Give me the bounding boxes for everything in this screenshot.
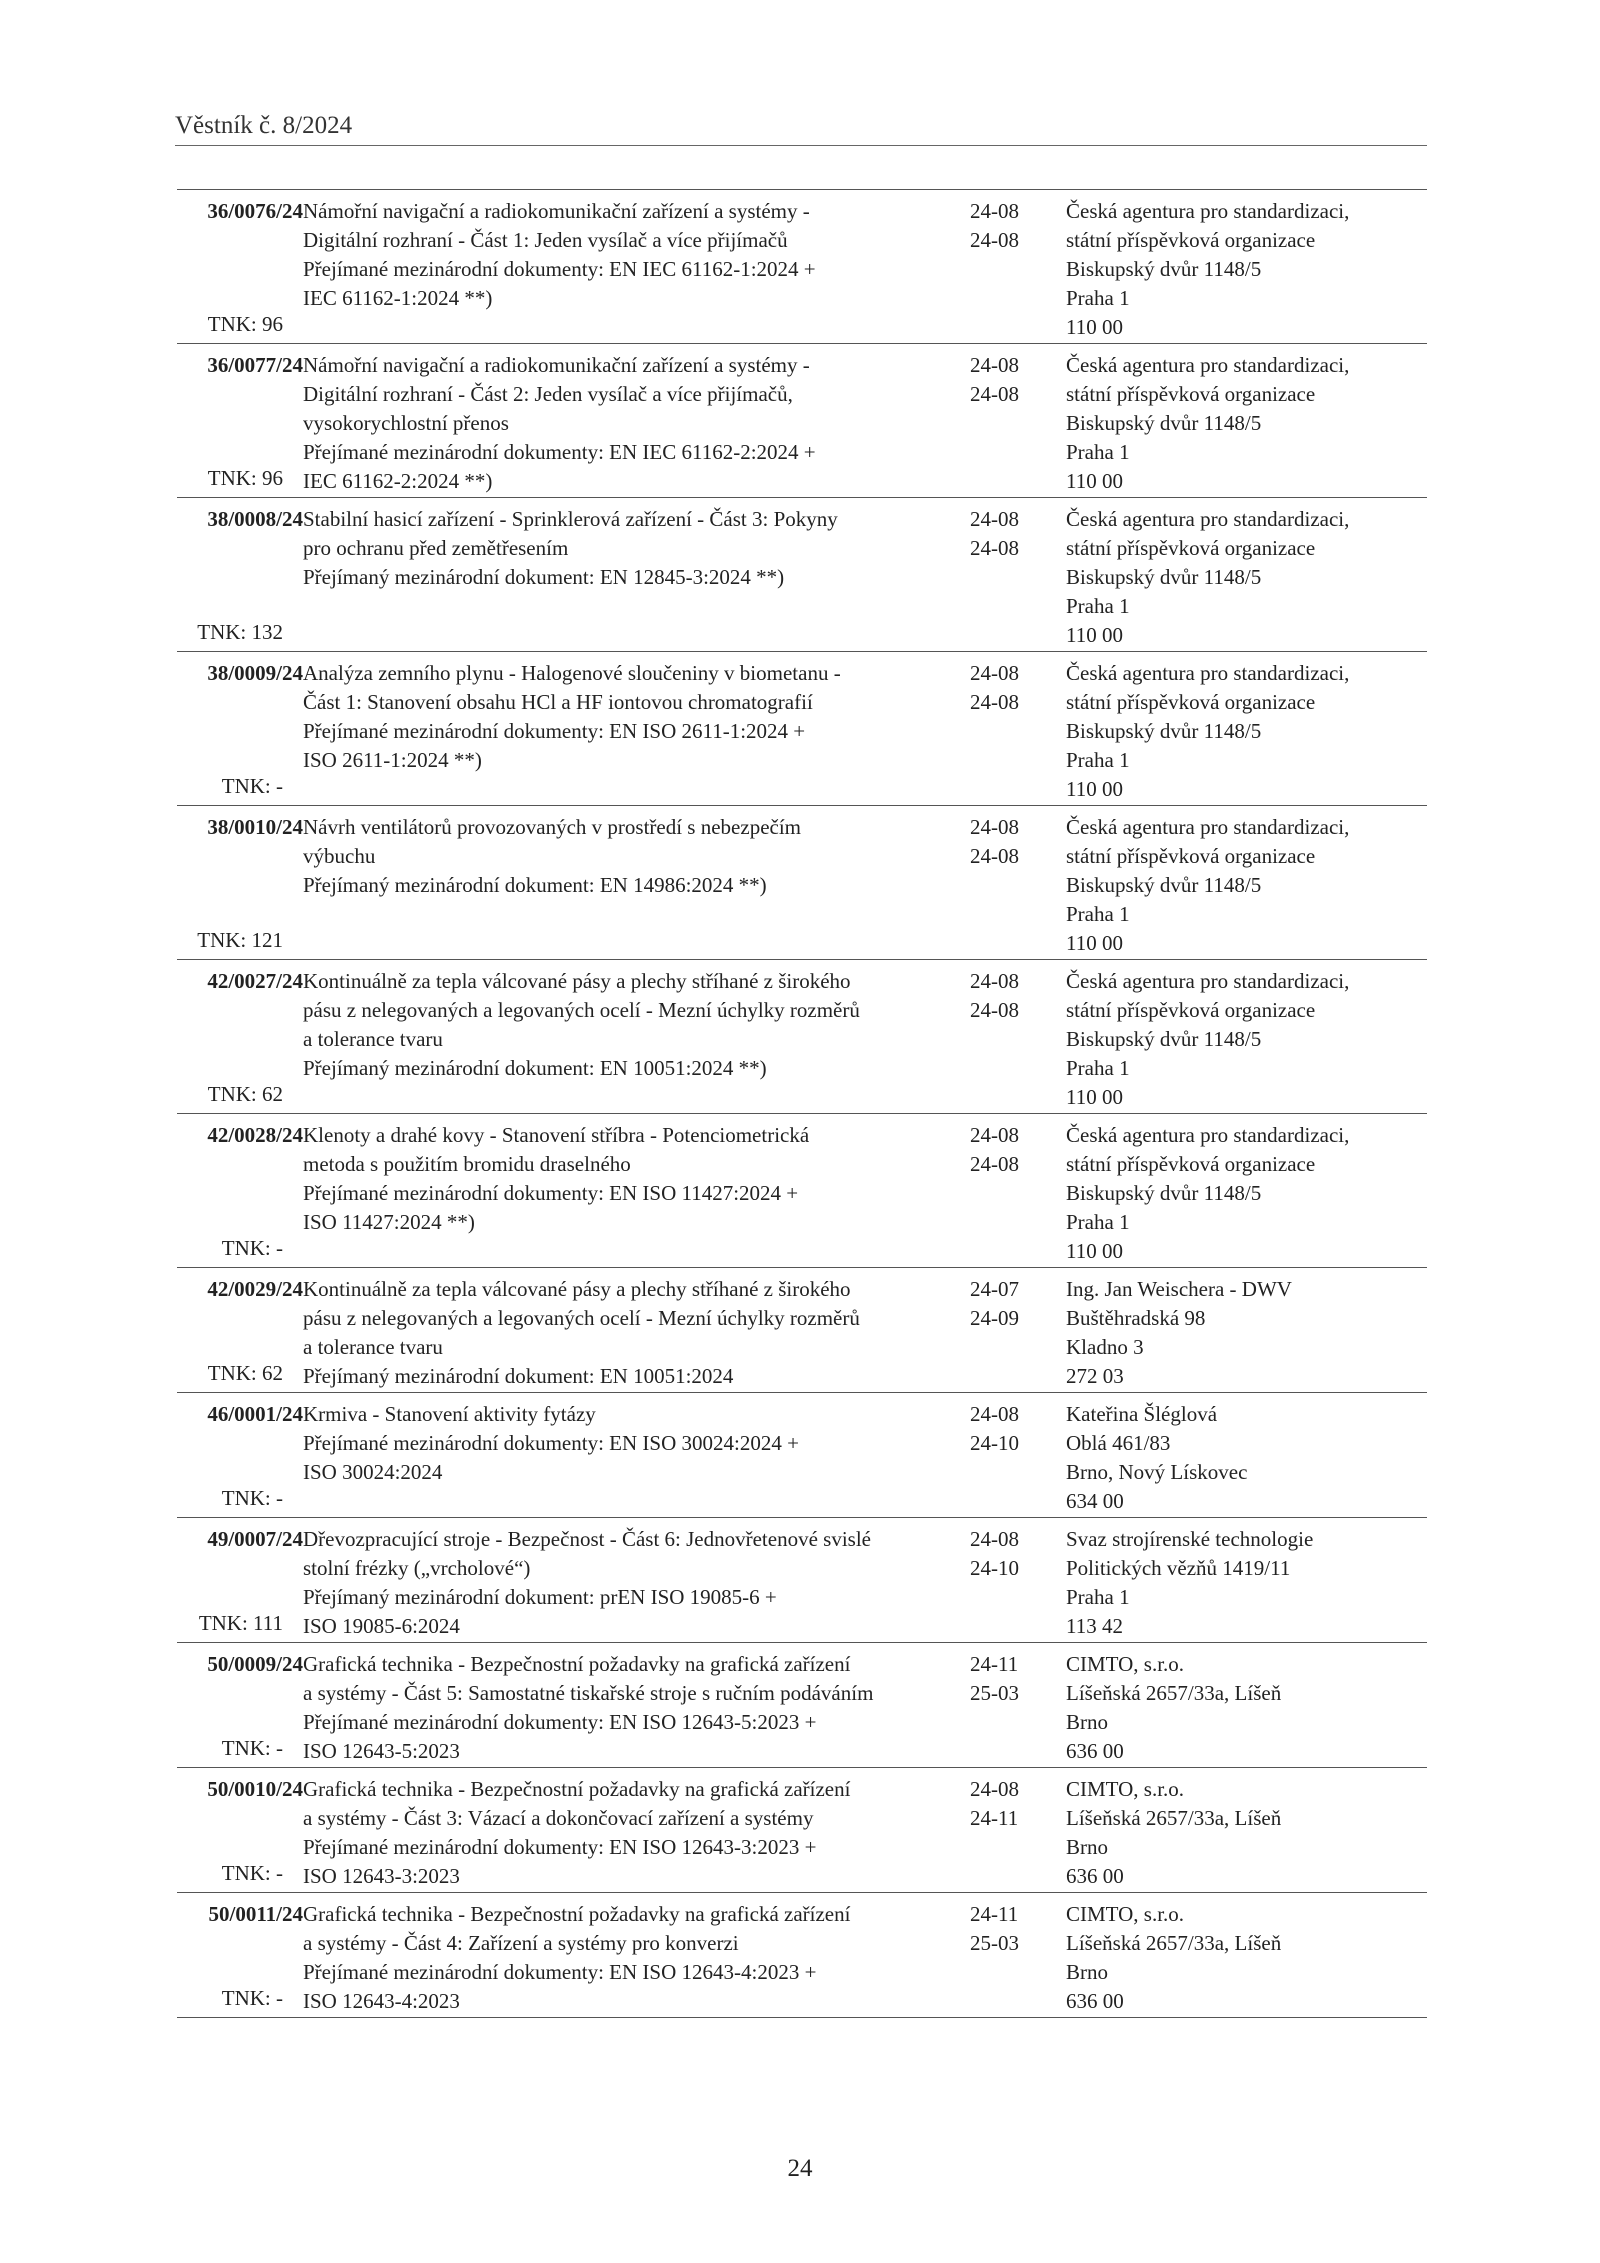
record-id: 36/0076/24 <box>207 199 303 223</box>
record-dates: 24-08 24-08 <box>970 507 1019 560</box>
record-dates: 24-08 24-08 <box>970 969 1019 1022</box>
record-title: Analýza zemního plynu - Halogenové sloučeniny v biometanu - Část 1: Stanovení obsahu HCl a HF iontovou chromatografií Přejímané mezinárodní dokumenty: EN ISO 2611-1:2024 + ISO 2611-1:2024 **) <box>303 661 841 772</box>
tnk-label: TNK: 121 <box>197 928 283 952</box>
tnk-label: TNK: 96 <box>207 466 283 490</box>
record-id: 49/0007/24 <box>207 1527 303 1551</box>
table-row <box>177 1393 1427 1518</box>
table-row <box>177 1518 1427 1643</box>
tnk-label: TNK: 62 <box>207 1361 283 1385</box>
record-title: Grafická technika - Bezpečnostní požadavky na grafická zařízení a systémy - Část 5: Samostatné tiskařské stroje s ručním podáváním Přejímané mezinárodní dokumenty: EN ISO 12643-5:2023 + ISO 12643-5:2023 <box>303 1652 874 1763</box>
record-id-cell <box>177 1114 303 1268</box>
table-row <box>177 498 1427 652</box>
record-title: Návrh ventilátorů provozovaných v prostředí s nebezpečím výbuchu Přejímaný mezinárodní dokument: EN 14986:2024 **) <box>303 815 802 897</box>
record-dates: 24-07 24-09 <box>970 1277 1019 1330</box>
tnk-label: TNK: - <box>221 1486 283 1510</box>
record-id-cell <box>177 1393 303 1518</box>
record-id-cell <box>177 498 303 652</box>
header-rule <box>175 145 1427 146</box>
record-title: Kontinuálně za tepla válcované pásy a plechy stříhané z širokého pásu z nelegovaných a legovaných ocelí - Mezní úchylky rozměrů a tolerance tvaru Přejímaný mezinárodní dokument: EN 10051:2024 <box>303 1277 860 1388</box>
record-id: 46/0001/24 <box>207 1402 303 1426</box>
tnk-label: TNK: 96 <box>207 312 283 336</box>
record-id-cell <box>177 652 303 806</box>
table-row <box>177 344 1427 498</box>
standards-table <box>177 189 1427 2018</box>
record-id-cell <box>177 1518 303 1643</box>
record-address: Česká agentura pro standardizaci, státní příspěvková organizace Biskupský dvůr 1148/5 Praha 1 110 00 <box>1066 815 1350 955</box>
record-id: 38/0008/24 <box>207 507 303 531</box>
record-id: 50/0010/24 <box>207 1777 303 1801</box>
record-title: Grafická technika - Bezpečnostní požadavky na grafická zařízení a systémy - Část 4: Zařízení a systémy pro konverzi Přejímané mezinárodní dokumenty: EN ISO 12643-4:2023 + ISO 12643-4:2023 <box>303 1902 851 2013</box>
table-row <box>177 190 1427 344</box>
tnk-label: TNK: - <box>221 1736 283 1760</box>
table-row <box>177 960 1427 1114</box>
tnk-label: TNK: 111 <box>198 1611 283 1635</box>
table-row <box>177 1768 1427 1893</box>
record-title: Námořní navigační a radiokomunikační zařízení a systémy - Digitální rozhraní - Část 1: Jeden vysílač a více přijímačů Přejímané mezinárodní dokumenty: EN IEC 61162-1:2024 + IEC 61162-1:2024 **) <box>303 199 816 310</box>
record-id: 38/0009/24 <box>207 661 303 685</box>
tnk-label: TNK: - <box>221 1986 283 2010</box>
record-id-cell <box>177 960 303 1114</box>
record-address: Česká agentura pro standardizaci, státní příspěvková organizace Biskupský dvůr 1148/5 Praha 1 110 00 <box>1066 353 1350 493</box>
table-row <box>177 1268 1427 1393</box>
table-row <box>177 1114 1427 1268</box>
record-address: Česká agentura pro standardizaci, státní příspěvková organizace Biskupský dvůr 1148/5 Praha 1 110 00 <box>1066 199 1350 339</box>
record-dates: 24-08 24-08 <box>970 815 1019 868</box>
record-dates: 24-08 24-08 <box>970 353 1019 406</box>
record-title: Klenoty a drahé kovy - Stanovení stříbra - Potenciometrická metoda s použitím bromidu draselného Přejímané mezinárodní dokumenty: EN ISO 11427:2024 + ISO 11427:2024 **) <box>303 1123 810 1234</box>
record-dates: 24-08 24-08 <box>970 199 1019 252</box>
record-id: 50/0009/24 <box>207 1652 303 1676</box>
table-row <box>177 1643 1427 1768</box>
record-id-cell <box>177 344 303 498</box>
record-id: 42/0028/24 <box>207 1123 303 1147</box>
record-title: Grafická technika - Bezpečnostní požadavky na grafická zařízení a systémy - Část 3: Vázací a dokončovací zařízení a systémy Přejímané mezinárodní dokumenty: EN ISO 12643-3:2023 + ISO 12643-3:2023 <box>303 1777 851 1888</box>
record-address: Česká agentura pro standardizaci, státní příspěvková organizace Biskupský dvůr 1148/5 Praha 1 110 00 <box>1066 507 1350 647</box>
record-id: 36/0077/24 <box>207 353 303 377</box>
record-title: Stabilní hasicí zařízení - Sprinklerová zařízení - Část 3: Pokyny pro ochranu před zemětřesením Přejímaný mezinárodní dokument: EN 12845-3:2024 **) <box>303 507 838 589</box>
record-id-cell <box>177 1643 303 1768</box>
record-dates: 24-08 24-08 <box>970 1123 1019 1176</box>
record-id-cell <box>177 190 303 344</box>
record-id-cell <box>177 1268 303 1393</box>
tnk-label: TNK: 132 <box>197 620 283 644</box>
record-dates: 24-08 24-10 <box>970 1527 1019 1580</box>
record-dates: 24-08 24-11 <box>970 1777 1019 1830</box>
record-id: 42/0029/24 <box>207 1277 303 1301</box>
record-address: Ing. Jan Weischera - DWV Buštěhradská 98 Kladno 3 272 03 <box>1066 1277 1292 1388</box>
record-id-cell <box>177 806 303 960</box>
table-row <box>177 652 1427 806</box>
record-address: Kateřina Šléglová Oblá 461/83 Brno, Nový Lískovec 634 00 <box>1066 1402 1248 1513</box>
table-row <box>177 806 1427 960</box>
record-address: Česká agentura pro standardizaci, státní příspěvková organizace Biskupský dvůr 1148/5 Praha 1 110 00 <box>1066 969 1350 1109</box>
record-title: Námořní navigační a radiokomunikační zařízení a systémy - Digitální rozhraní - Část 2: Jeden vysílač a více přijímačů, vysokorychlostní přenos Přejímané mezinárodní dokumenty: EN IEC 61162-2:2024 + IEC 61162-2:2024 **) <box>303 353 816 493</box>
record-address: CIMTO, s.r.o. Líšeňská 2657/33a, Líšeň Brno 636 00 <box>1066 1777 1282 1888</box>
tnk-label: TNK: - <box>221 1861 283 1885</box>
record-address: CIMTO, s.r.o. Líšeňská 2657/33a, Líšeň Brno 636 00 <box>1066 1652 1282 1763</box>
record-dates: 24-08 24-10 <box>970 1402 1019 1455</box>
page-number: 24 <box>787 2155 813 2182</box>
tnk-label: TNK: - <box>221 774 283 798</box>
record-dates: 24-11 25-03 <box>970 1652 1019 1705</box>
record-id-cell <box>177 1768 303 1893</box>
record-title: Krmiva - Stanovení aktivity fytázy Přejímané mezinárodní dokumenty: EN ISO 30024:2024 + ISO 30024:2024 <box>303 1402 799 1484</box>
record-dates: 24-11 25-03 <box>970 1902 1019 1955</box>
record-address: CIMTO, s.r.o. Líšeňská 2657/33a, Líšeň Brno 636 00 <box>1066 1902 1282 2013</box>
record-title: Kontinuálně za tepla válcované pásy a plechy stříhané z širokého pásu z nelegovaných a legovaných ocelí - Mezní úchylky rozměrů a tolerance tvaru Přejímaný mezinárodní dokument: EN 10051:2024 **) <box>303 969 860 1080</box>
page-header-title: Věstník č. 8/2024 <box>175 112 353 139</box>
table-row <box>177 1893 1427 2018</box>
record-address: Česká agentura pro standardizaci, státní příspěvková organizace Biskupský dvůr 1148/5 Praha 1 110 00 <box>1066 661 1350 801</box>
record-id: 38/0010/24 <box>207 815 303 839</box>
record-id-cell <box>177 1893 303 2018</box>
tnk-label: TNK: 62 <box>207 1082 283 1106</box>
tnk-label: TNK: - <box>221 1236 283 1260</box>
record-address: Česká agentura pro standardizaci, státní příspěvková organizace Biskupský dvůr 1148/5 Praha 1 110 00 <box>1066 1123 1350 1263</box>
record-id: 50/0011/24 <box>208 1902 303 1926</box>
record-dates: 24-08 24-08 <box>970 661 1019 714</box>
record-address: Svaz strojírenské technologie Politických vězňů 1419/11 Praha 1 113 42 <box>1066 1527 1314 1638</box>
record-id: 42/0027/24 <box>207 969 303 993</box>
record-title: Dřevozpracující stroje - Bezpečnost - Část 6: Jednovřetenové svislé stolní frézky („vrcholové“) Přejímaný mezinárodní dokument: prEN ISO 19085-6 + ISO 19085-6:2024 <box>303 1527 871 1638</box>
